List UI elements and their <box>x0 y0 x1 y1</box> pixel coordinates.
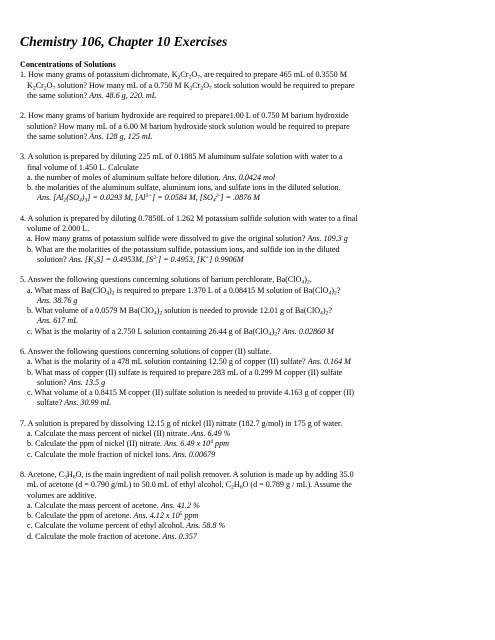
q2-line-2: solution? How many mL of a 6.00 M barium hydroxide stock solution would be required to prepare <box>27 121 350 131</box>
q5b-answer: Ans. 617 mL <box>37 316 78 326</box>
q8a-answer: Ans. 41.2 % <box>160 500 200 510</box>
q6-line-1: 6. Answer the following questions concerning solutions of copper (II) sulfate. <box>20 347 272 356</box>
q3-line-2: final volume of 1.450 L. Calculate <box>27 162 139 172</box>
q7-part-a: a. Calculate the mass percent of nickel (II) nitrate. Ans. 6.49 % <box>27 429 231 438</box>
q4-part-a: a. How many grams of potassium sulfide were dissolved to give the original solution? Ans. 109.3 g <box>27 234 348 244</box>
q7c-answer: Ans. 0.00679 <box>172 449 216 459</box>
q5-part-a: a. What mass of $Ba(ClO_4)_2$ is required to prepare 1.370 L of a 0.08415 M solution of $Ba(ClO_4)_2$? <box>27 285 341 296</box>
q6a-answer: Ans. 0.164 M <box>307 357 351 367</box>
q6-part-a: a. What is the molarity of a 478 mL solution containing 12.50 g of copper (II) sulfate? Ans. 0.164 M <box>27 357 351 367</box>
q7-line-1: 7. A solution is prepared by dissolving 12.15 g of nickel (II) nitrate (182.7 g/mol) in 175 g of water. <box>20 418 343 428</box>
question-7 <box>20 419 477 460</box>
q6-part-c: c. What volume of a 0.8415 M copper (II) sulfate solution is needed to provide 4.163 g of copper (II) <box>27 388 355 397</box>
question-5 <box>20 275 477 337</box>
q2-line-3: the same solution? Ans. 128 g, 125 mL <box>27 131 153 141</box>
q8-part-c: c. Calculate the volume percent of ethyl alcohol. Ans. 58.8 % <box>27 521 226 531</box>
q8-part-b: b. Calculate the ppm of acetone. Ans. 4.12 x $10^5$ ppm <box>27 511 199 520</box>
q1-answer: Ans. 48.6 g, 220. mL <box>89 90 157 100</box>
q1-line-1: 1. How many grams of potassium dichromate, $K_2Cr_2O_7$, are required to prepare 465 mL of 0.3550 M <box>20 70 347 81</box>
q6b-answer: Ans. 13.5 g <box>68 377 106 387</box>
q8-part-a: a. Calculate the mass percent of acetone. Ans. 41.2 % <box>27 500 200 510</box>
q4a-answer: Ans. 109.3 g <box>307 234 348 244</box>
question-3 <box>20 152 477 203</box>
q2-line-1: 2. How many grams of barium hydroxide are required to prepare1.00 L of 0.750 M barium hydroxide <box>20 111 349 121</box>
q6-part-b: b. What mass of copper (II) sulfate is required to prepare 283 mL of a 0.299 M copper (II) sulfate <box>27 367 343 377</box>
q1-line-2: $K_2Cr_2O_7$ solution? How many mL of a 0.750 M $K_2Cr_2O_7$ stock solution would be required to prepare <box>27 80 355 91</box>
q8b-answer: Ans. 4.12 x $10^5$ ppm <box>133 511 199 520</box>
question-4 <box>20 214 477 265</box>
q3a-answer: Ans. 0.0424 mol <box>222 172 276 182</box>
q6c-answer: Ans. 30.99 mL <box>64 398 111 408</box>
q5-line-1: 5. Answer the following questions concerning solutions of barium perchlorate, $Ba(ClO_4)_2$. <box>20 275 312 286</box>
q4b-answer: Ans. $[K_2S] = 0.4953M$, $[S^{2-}] = 0.4953$, [K+] 0.9906M <box>68 254 244 266</box>
q1-line-3: the same solution? Ans. 48.6 g, 220. mL <box>27 90 157 100</box>
q8-line-1: 8. Acetone, $C_3H_6O$, is the main ingredient of nail polish remover. A solution is made up by adding 35.0 <box>20 470 354 481</box>
q8c-answer: Ans. 58.8 % <box>186 521 226 531</box>
q7-part-c: c. Calculate the mole fraction of nickel ions. Ans. 0.00679 <box>27 449 216 459</box>
q7a-answer: Ans. 6.49 % <box>191 429 231 438</box>
q3-part-a: a. the number of moles of aluminum sulfate before dilution. Ans. 0.0424 mol <box>27 172 276 182</box>
q7b-answer: Ans. 6.49 x $10^4$ ppm <box>164 439 229 449</box>
page-title: Chemistry 106, Chapter 10 Exercises <box>20 34 228 49</box>
q5a-answer: Ans. 38.76 g <box>37 295 78 305</box>
question-6 <box>20 347 477 409</box>
q5c-answer: Ans. 0.02860 M <box>282 326 334 336</box>
q4-line-2: volume of 2.000 L. <box>27 224 90 233</box>
q4-part-b-cont: solution? Ans. $[K_2S] = 0.4953M$, $[S^{2-}] = 0.4953$, [K+] 0.9906M <box>37 254 244 266</box>
question-8 <box>20 470 477 542</box>
q4-line-1: 4. A solution is prepared by diluting 0.7850L of 1.262 M potassium sulfide solution with water to a final <box>20 213 358 223</box>
q5-part-b: b. What volume of a 0.0579 M $Ba(ClO_4)_2$ solution is needed to provide 12.01 g of $Ba(ClO_4)_2$? <box>27 306 332 317</box>
q6-part-c-cont: sulfate? Ans. 30.99 mL <box>37 398 111 408</box>
q4-part-b: b. What are the molarities of the potassium sulfide, potassium ions, and sulfide ion in the diluted <box>27 244 340 254</box>
section-heading: Concentrations of Solutions <box>20 60 116 69</box>
q7-part-b: b. Calculate the ppm of nickel (II) nitrate. Ans. 6.49 x $10^4$ ppm <box>27 439 229 449</box>
q8-line-3: volumes are additive. <box>27 490 97 500</box>
question-1 <box>20 70 477 101</box>
q2-answer: Ans. 128 g, 125 mL <box>89 131 153 141</box>
q3-part-b: b. the molarities of the aluminum sulfate, aluminum ions, and sulfate ions in the diluted solution. <box>27 183 341 192</box>
q8d-answer: Ans. 0.357 <box>162 531 197 541</box>
q6-part-b-cont: solution? Ans. 13.5 g <box>37 377 106 387</box>
q5-part-c: c. What is the molarity of a 2.750 L solution containing 26.44 g of $Ba(ClO_4)_2$? Ans. 0.02860 M <box>27 326 334 337</box>
q8-line-2: mL of acetone (d = 0.790 g/mL) to 50.0 mL of ethyl alcohol, $C_2H_6O$ (d = 0.789 g / mL). Assume the <box>27 480 352 491</box>
q8-part-d: d. Calculate the mole fraction of acetone. Ans. 0.357 <box>27 531 197 541</box>
question-2 <box>20 111 477 142</box>
q3b-answer: Ans. $[Al_2(SO_4)_3] = 0.0293$ M, $[Al^{3+}] = 0.0584$ M, $[SO_4^{2-}] = .0876$ M <box>37 193 261 204</box>
q3-line-1: 3. A solution is prepared by diluting 225 mL of 0.1885 M aluminum sulfate solution with water to a <box>20 152 343 162</box>
